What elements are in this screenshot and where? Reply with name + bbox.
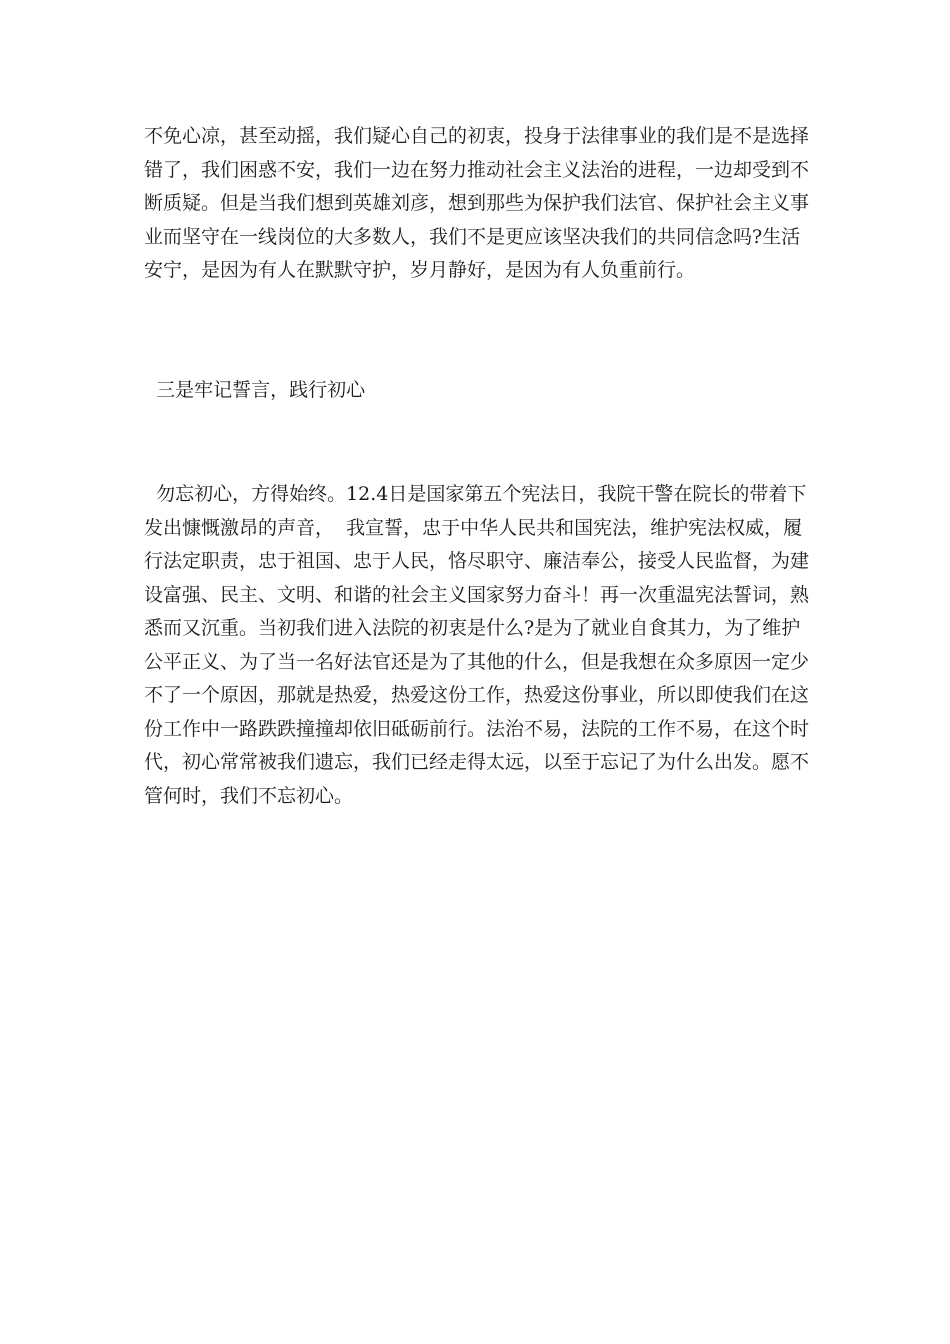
section-heading: 三是牢记誓言，践行初心 xyxy=(144,379,366,401)
body-paragraph: 勿忘初心，方得始终。12.4日是国家第五个宪法日，我院干警在院长的带着下发出慷慨激昂的声音， 我宣誓，忠于中华人民共和国宪法，维护宪法权威，履行法定职责，忠于祖国、忠于人民，恪尽职守、廉洁奉公，接受人民监督，为建设富强、民主、文明、和谐的社会主义国家努力奋斗！再一次重温宪法誓词，熟悉而又沉重。当初我们进入法院的初衷是什么?是为了就业自食其力，为了维护公平正义、为了当一名好法官还是为了其他的什么，但是我想在众多原因一定少不了一个原因，那就是热爱，热爱这份工作，热爱这份事业，所以即使我们在这份工作中一路跌跌撞撞却依旧砥砺前行。法治不易，法院的工作不易，在这个时代，初心常常被我们遗忘，我们已经走得太远，以至于忘记了为什么出发。愿不管何时，我们不忘初心。 xyxy=(144,483,810,807)
body-paragraph: 不免心凉，甚至动摇，我们疑心自己的初衷，投身于法律事业的我们是不是选择错了，我们困惑不安，我们一边在努力推动社会主义法治的进程，一边却受到不断质疑。但是当我们想到英雄刘彦，想到那些为保护我们法官、保护社会主义事业而坚守在一线岗位的大多数人，我们不是更应该坚决我们的共同信念吗?生活安宁，是因为有人在默默守护，岁月静好，是因为有人负重前行。 xyxy=(144,125,810,281)
